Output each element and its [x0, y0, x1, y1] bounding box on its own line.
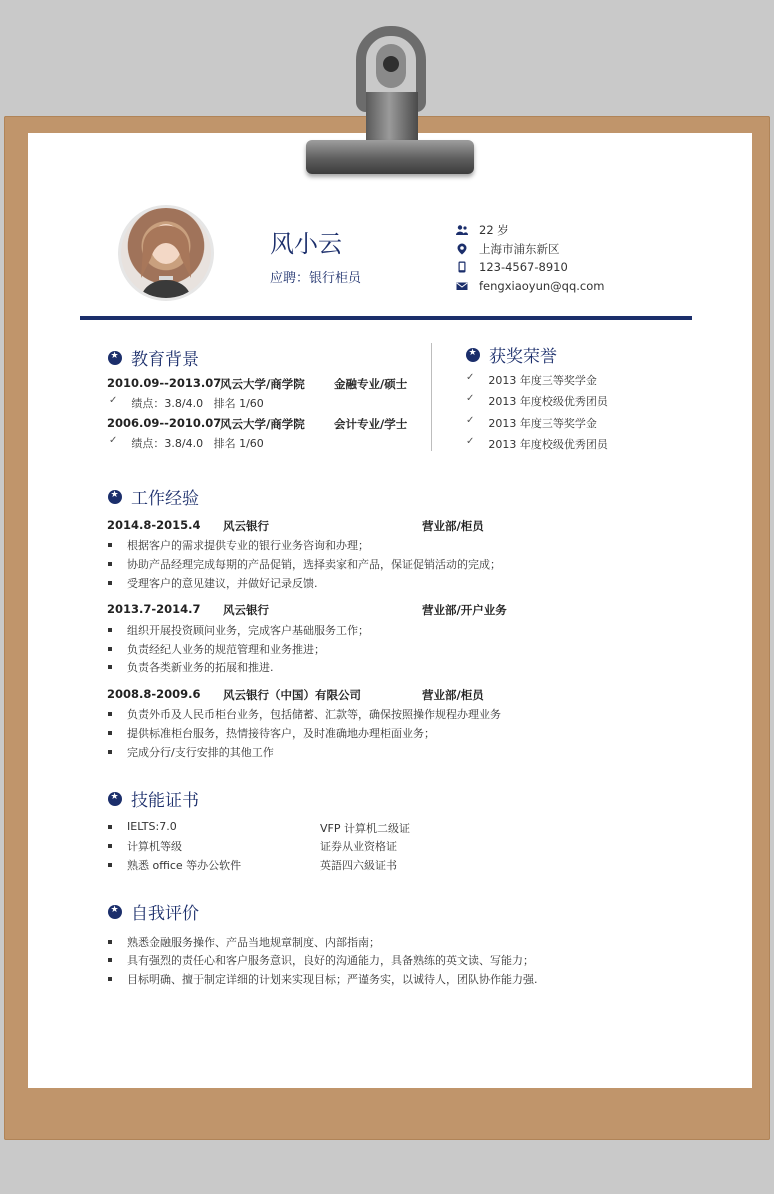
skill-item — [108, 838, 182, 854]
section-title: 技能证书 — [131, 791, 199, 811]
duty-text: 受理客户的意见建议，并做好记录反馈. — [127, 577, 318, 590]
duty-text: 负责外币及人民币柜台业务，包括储蓄、汇款等，确保按照操作规程办理业务 — [127, 708, 501, 721]
eval-item — [108, 971, 538, 987]
clip-bar — [306, 140, 474, 174]
bullet-icon — [108, 825, 112, 829]
star-icon — [108, 905, 122, 919]
bullet-icon — [108, 562, 112, 566]
duty-item — [108, 575, 318, 591]
check-icon: ✓ — [109, 395, 118, 406]
bullet-icon — [108, 628, 112, 632]
clip-stem — [366, 92, 418, 144]
info-text: 123-4567-8910 — [479, 260, 568, 274]
clip-hole — [383, 56, 399, 72]
star-icon — [108, 792, 122, 806]
check-icon: ✓ — [466, 436, 475, 447]
duty-text: 负责各类新业务的拓展和推进. — [127, 661, 274, 674]
info-text: fengxiaoyun@qq.com — [479, 279, 605, 293]
bullet-icon — [108, 940, 112, 944]
bullet-icon — [108, 731, 112, 735]
skill-text: 熟悉 office 等办公软件 — [127, 859, 242, 872]
duty-item — [108, 537, 369, 553]
bullet-icon — [108, 712, 112, 716]
edu-date: 2010.09--2013.07 — [107, 376, 222, 390]
header-divider — [80, 316, 692, 320]
job-date: 2008.8-2009.6 — [107, 687, 201, 701]
check-icon: ✓ — [466, 393, 475, 404]
award-text: 2013 年度校级优秀团员 — [488, 438, 608, 451]
check-icon: ✓ — [466, 415, 475, 426]
skill-text: IELTS:7.0 — [127, 820, 177, 833]
check-icon: ✓ — [466, 372, 475, 383]
section-title: 获奖荣誉 — [489, 347, 557, 367]
award-item — [466, 393, 608, 409]
duty-item — [108, 641, 325, 657]
award-item — [466, 436, 608, 452]
bullet-icon — [108, 958, 112, 962]
job-target: 应聘：银行柜员 — [270, 271, 362, 286]
section-title: 教育背景 — [131, 350, 199, 370]
award-text: 2013 年度校级优秀团员 — [488, 395, 608, 408]
skill-item — [108, 857, 241, 873]
duty-text: 根据客户的需求提供专业的银行业务咨询和办理； — [127, 539, 369, 552]
location-icon — [456, 243, 468, 255]
award-text: 2013 年度三等奖学金 — [488, 374, 597, 387]
duty-item — [108, 659, 274, 675]
duty-item — [108, 556, 501, 572]
eval-item — [108, 952, 534, 968]
job-company: 风云银行 — [223, 519, 269, 533]
duty-item — [108, 622, 369, 638]
eval-text: 熟悉金融服务操作、产品当地规章制度、内部指南； — [127, 936, 380, 949]
phone-icon — [456, 261, 468, 273]
duty-item — [108, 725, 435, 741]
info-text: 22 岁 — [479, 223, 509, 237]
cert-text: 证券从业资格证 — [320, 840, 397, 853]
job-dept: 营业部/柜员 — [422, 688, 484, 702]
job-date: 2013.7-2014.7 — [107, 602, 201, 616]
bullet-icon — [108, 863, 112, 867]
person-name: 风小云 — [270, 230, 342, 258]
skills-heading — [108, 786, 199, 811]
job-company: 风云银行 — [223, 603, 269, 617]
edu-major: 金融专业/硕士 — [334, 377, 408, 391]
duty-item — [108, 744, 274, 760]
section-title: 工作经验 — [131, 489, 199, 509]
eval-item — [108, 934, 380, 950]
cert-text: VFP 计算机二级证 — [320, 822, 410, 835]
info-email — [456, 279, 605, 293]
edu-grade: 绩点：3.8/4.0 排名 1/60 — [131, 437, 264, 450]
mail-icon — [456, 280, 468, 292]
awards-heading — [466, 342, 557, 367]
bullet-icon — [108, 977, 112, 981]
star-icon — [108, 490, 122, 504]
job-dept: 营业部/开户业务 — [422, 603, 507, 617]
award-text: 2013 年度三等奖学金 — [488, 417, 597, 430]
column-divider — [431, 343, 432, 451]
duty-text: 组织开展投资顾问业务，完成客户基础服务工作； — [127, 624, 369, 637]
duty-text: 完成分行/支行安排的其他工作 — [127, 746, 274, 759]
eval-text: 目标明确、擅于制定详细的计划来实现目标；严谨务实，以诚待人，团队协作能力强. — [127, 973, 538, 986]
check-icon: ✓ — [109, 435, 118, 446]
edu-grade-row — [109, 395, 264, 411]
duty-item — [108, 706, 501, 722]
edu-grade-row — [109, 435, 264, 451]
edu-date: 2006.09--2010.07 — [107, 416, 222, 430]
info-location — [456, 241, 560, 257]
work-heading — [108, 484, 199, 509]
skill-text: 计算机等级 — [127, 840, 182, 853]
duty-text: 负责经纪人业务的规范管理和业务推进； — [127, 643, 325, 656]
star-icon — [108, 351, 122, 365]
eval-text: 具有强烈的责任心和客户服务意识，良好的沟通能力，具备熟练的英文读、写能力； — [127, 954, 534, 967]
person-icon — [456, 224, 468, 236]
edu-school: 风云大学/商学院 — [220, 377, 305, 391]
education-heading — [108, 345, 199, 370]
bullet-icon — [108, 844, 112, 848]
duty-text: 提供标准柜台服务，热情接待客户，及时准确地办理柜面业务； — [127, 727, 435, 740]
info-text: 上海市浦东新区 — [479, 242, 560, 256]
section-title: 自我评价 — [131, 904, 199, 924]
info-age — [456, 222, 509, 238]
edu-major: 会计专业/学士 — [334, 417, 408, 431]
job-dept: 营业部/柜员 — [422, 519, 484, 533]
job-date: 2014.8-2015.4 — [107, 518, 201, 532]
job-company: 风云银行（中国）有限公司 — [223, 688, 361, 702]
award-item — [466, 415, 597, 431]
star-icon — [466, 348, 480, 362]
info-phone — [456, 260, 568, 274]
skill-item — [108, 820, 177, 833]
bullet-icon — [108, 543, 112, 547]
bullet-icon — [108, 750, 112, 754]
self-eval-heading — [108, 899, 199, 924]
bullet-icon — [108, 665, 112, 669]
cert-text: 英語四六級证书 — [320, 859, 397, 872]
edu-grade: 绩点：3.8/4.0 排名 1/60 — [131, 397, 264, 410]
bullet-icon — [108, 581, 112, 585]
award-item — [466, 372, 597, 388]
bullet-icon — [108, 647, 112, 651]
avatar — [118, 205, 214, 301]
edu-school: 风云大学/商学院 — [220, 417, 305, 431]
duty-text: 协助产品经理完成每期的产品促销，选择卖家和产品，保证促销活动的完成； — [127, 558, 501, 571]
